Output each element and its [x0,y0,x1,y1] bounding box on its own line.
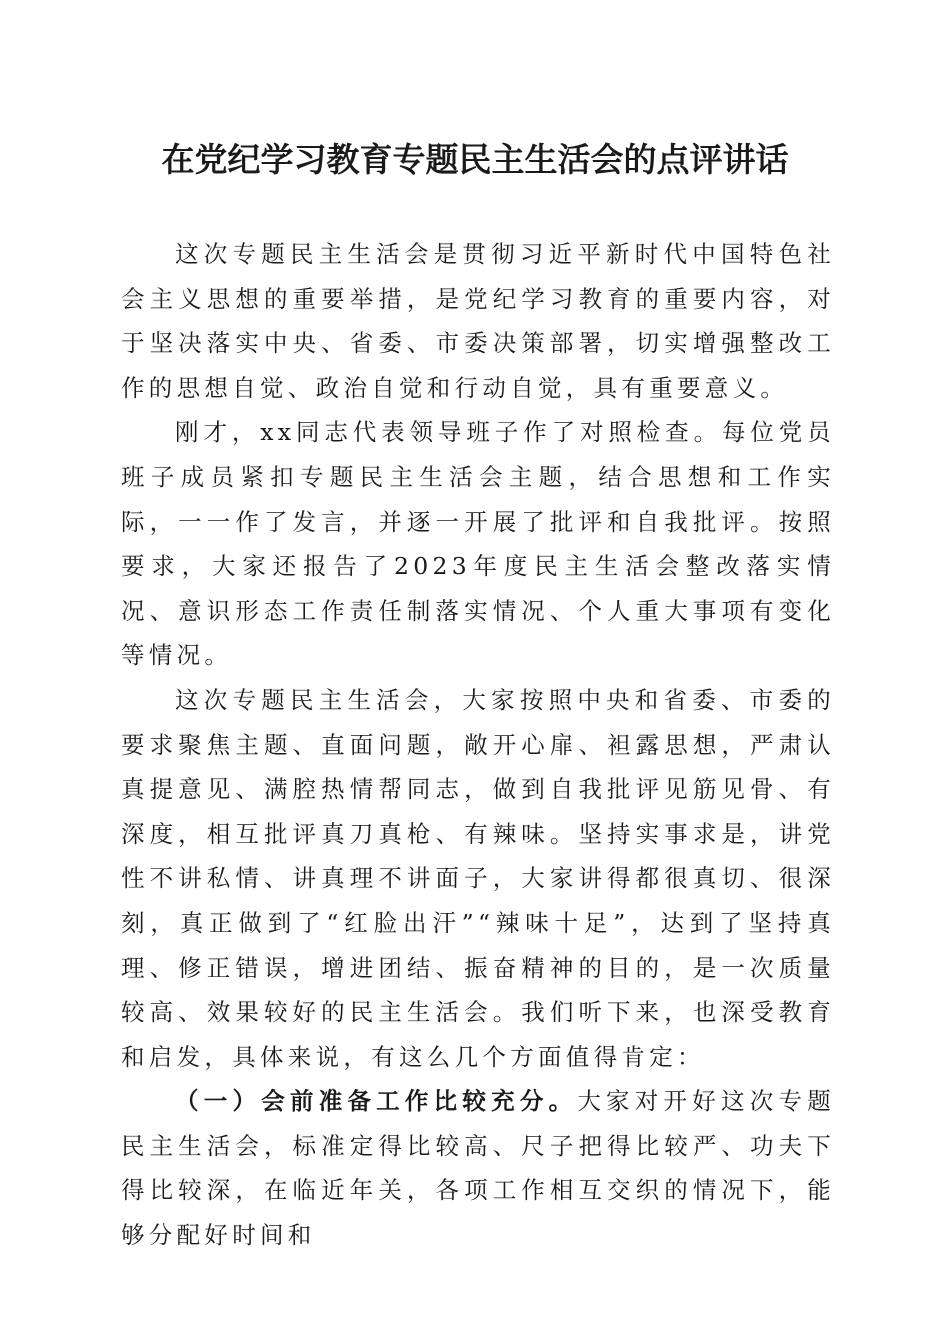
document-body [121,232,835,1258]
paragraph-2: 刚才，xx同志代表领导班子作了对照检查。每位党员班子成员紧扣专题民主生活会主题，结合思想和工作实际，一一作了发言，并逐一开展了批评和自我批评。按照要求，大家还报告了2023年度民主生活会整改落实情况、意识形态工作责任制落实情况、个人重大事项有变化等情况。 [121,418,835,670]
document-title: 在党纪学习教育专题民主生活会的点评讲话 [161,140,789,179]
paragraph-1: 这次专题民主生活会是贯彻习近平新时代中国特色社会主义思想的重要举措，是党纪学习教育的重要内容，对于坚决落实中央、省委、市委决策部署，切实增强整改工作的思想自觉、政治自觉和行动自觉，具有重要意义。 [121,240,835,402]
paragraph-4 [121,1079,835,1257]
paragraph-3: 这次专题民主生活会，大家按照中央和省委、市委的要求聚焦主题、直面问题，敞开心扉、袒露思想，严肃认真提意见、满腔热情帮同志，做到自我批评见筋见骨、有深度，相互批评真刀真枪、有辣味。坚持实事求是，讲党性不讲私情、讲真理不讲面子，大家讲得都很真切、很深刻，真正做到了“红脸出汗”“辣味十足”，达到了坚持真理、修正错误，增进团结、振奋精神的目的，是一次质量较高、效果较好的民主生活会。我们听下来，也深受教育和启发，具体来说，有这么几个方面值得肯定： [121,685,835,1071]
paragraph-4-text: 大家对开好这次专题民主生活会，标准定得比较高、尺子把得比较严、功夫下得比较深，在临近年关，各项工作相互交织的情况下，能够分配好时间和 [121,1087,835,1250]
section-heading-1: （一）会前准备工作比较充分。 [175,1087,578,1116]
